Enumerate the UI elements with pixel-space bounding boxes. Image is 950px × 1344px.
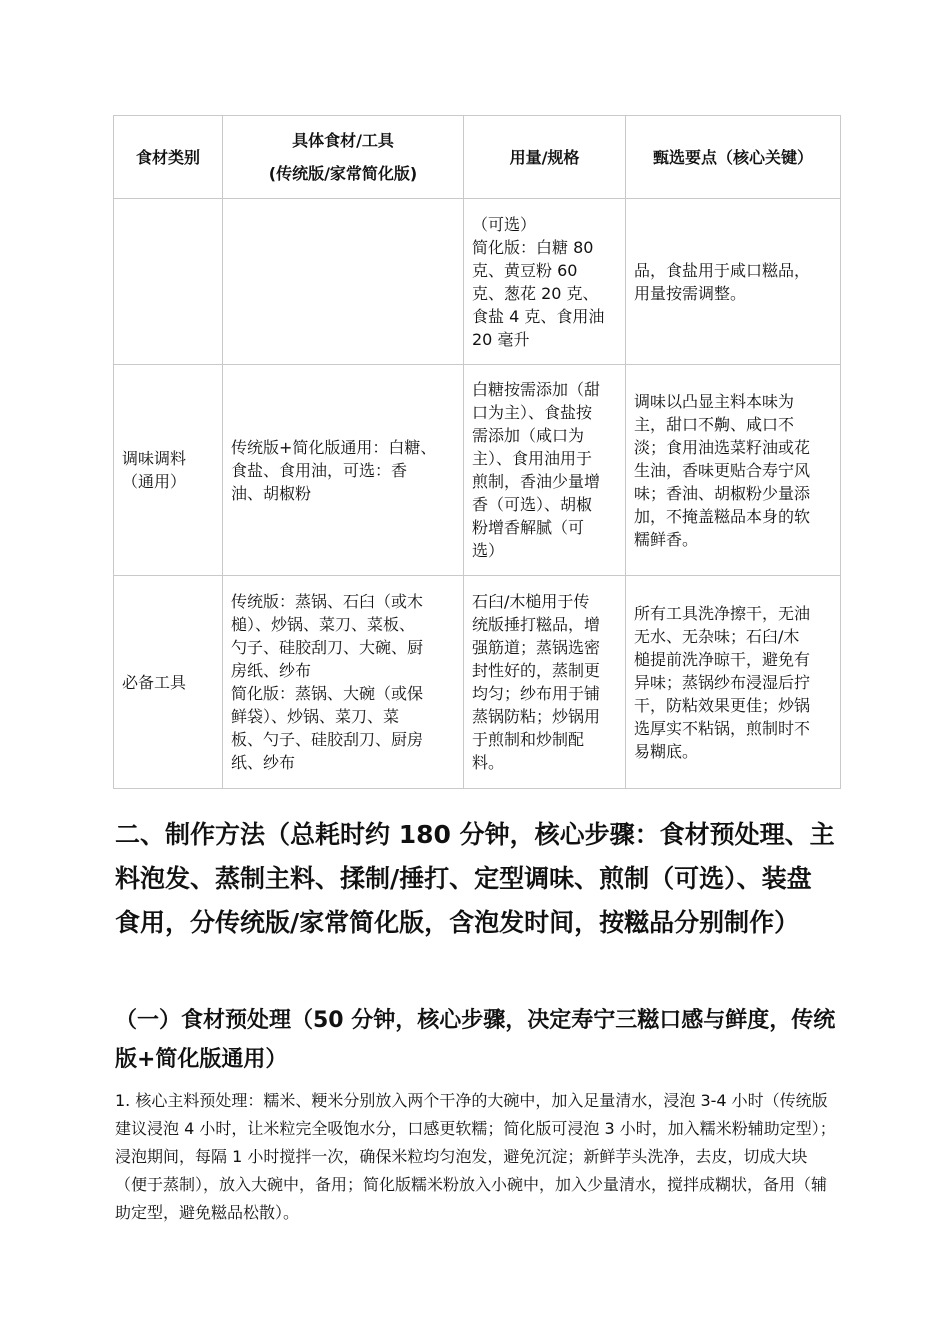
cell-amount: （可选） 简化版：白糖 80 克、黄豆粉 60 克、葱花 20 克、 食盐 4 克、食用油 20 毫升 — [464, 199, 626, 365]
cell-points: 品，食盐用于咸口糍品， 用量按需调整。 — [626, 199, 841, 365]
header-points: 甄选要点（核心关键） — [626, 116, 841, 199]
cell-points: 调味以凸显主料本味为 主，甜口不齁、咸口不 淡；食用油选菜籽油或花 生油，香味更贴合寿宁风 味；香油、胡椒粉少量添 加，不掩盖糍品本身的软 糯鲜香。 — [626, 365, 841, 576]
cell-items: 传统版+简化版通用：白糖、 食盐、食用油，可选：香 油、胡椒粉 — [223, 365, 464, 576]
subsection-heading: （一）食材预处理（50 分钟，核心步骤，决定寿宁三糍口感与鲜度，传统版+简化版通用） — [115, 1008, 836, 1072]
header-items: 具体食材/工具 (传统版/家常简化版) — [223, 116, 464, 199]
body-paragraph: 1. 核心主料预处理：糯米、粳米分别放入两个干净的大碗中，加入足量清水，浸泡 3-4 小时（传统版建议浸泡 4 小时，让米粒完全吸饱水分，口感更软糯；简化版可浸泡 3 小时，加入糯米粉辅助定型）；浸泡期间，每隔 1 小时搅拌一次，确保米粒均匀泡发，避免沉淀；新鲜芋头洗净，去皮，切成大块（便于蒸制），放入大碗中，备用；简化版糯米粉放入小碗中，加入少量清水，搅拌成糊状，备用（辅助定型，避免糍品松散）。 — [115, 1091, 836, 1222]
cell-amount: 石臼/木槌用于传 统版捶打糍品，增 强筋道；蒸锅选密 封性好的，蒸制更 均匀；纱布用于铺 蒸锅防粘；炒锅用 于煎制和炒制配 料。 — [464, 576, 626, 789]
cell-items — [223, 199, 464, 365]
cell-amount: 白糖按需添加（甜 口为主）、食盐按 需添加（咸口为 主）、食用油用于 煎制，香油少量增 香（可选）、胡椒 粉增香解腻（可 选） — [464, 365, 626, 576]
cell-category — [114, 199, 223, 365]
cell-items: 传统版：蒸锅、石臼（或木 槌）、炒锅、菜刀、菜板、 勺子、硅胶刮刀、大碗、厨 房纸、纱布 简化版：蒸锅、大碗（或保 鲜袋）、炒锅、菜刀、菜 板、勺子、硅胶刮刀、厨房 纸、纱布 — [223, 576, 464, 789]
cell-points: 所有工具洗净擦干，无油 无水、无杂味；石臼/木 槌提前洗净晾干，避免有 异味；蒸锅纱布浸湿后拧 干，防粘效果更佳；炒锅 选厚实不粘锅，煎制时不 易糊底。 — [626, 576, 841, 789]
table-header-row — [114, 116, 841, 199]
table-row — [114, 576, 841, 789]
header-amount: 用量/规格 — [464, 116, 626, 199]
header-category: 食材类别 — [114, 116, 223, 199]
table-row — [114, 199, 841, 365]
ingredients-table — [113, 115, 841, 789]
cell-category: 调味调料 （通用） — [114, 365, 223, 576]
cell-category: 必备工具 — [114, 576, 223, 789]
table-row — [114, 365, 841, 576]
section-heading: 二、制作方法（总耗时约 180 分钟，核心步骤：食材预处理、主料泡发、蒸制主料、揉制/捶打、定型调味、煎制（可选）、装盘食用，分传统版/家常简化版，含泡发时间，按糍品分别制作） — [115, 820, 835, 937]
